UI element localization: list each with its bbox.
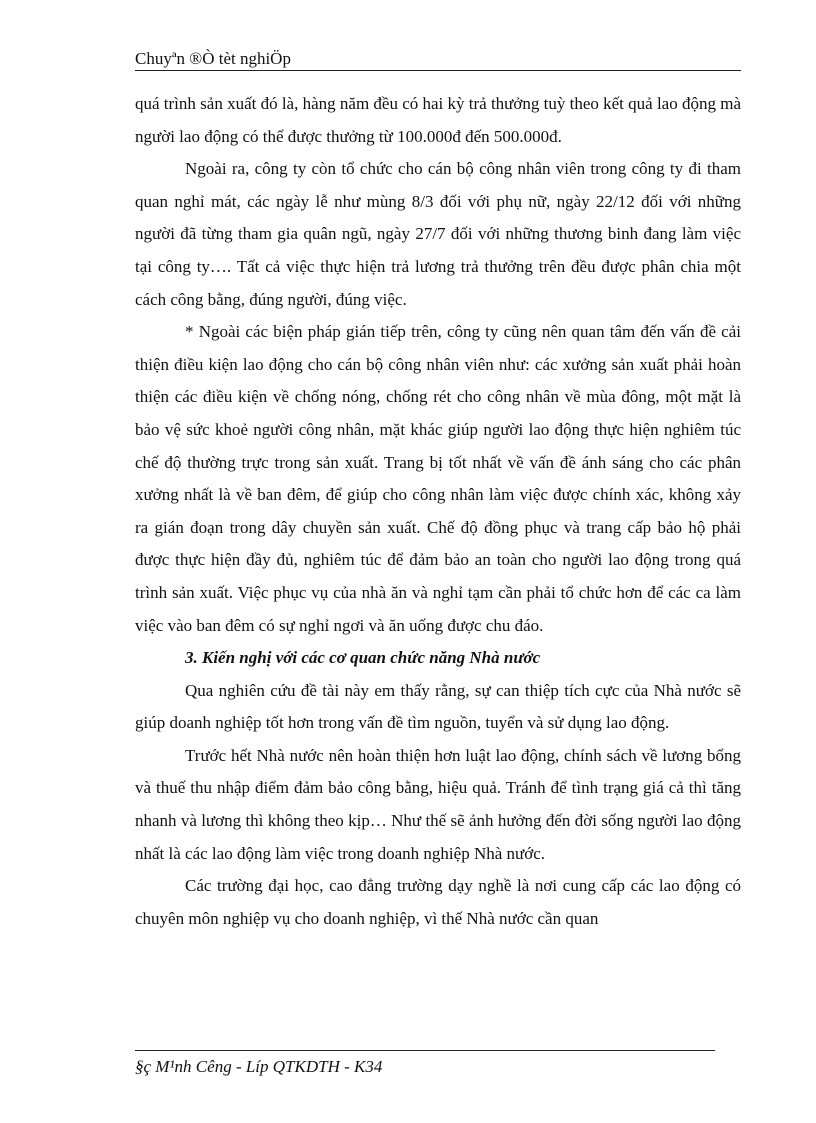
paragraph-6: Các trường đại học, cao đẳng trường dạy nghề là nơi cung cấp các lao động có chuyên môn nghiệp vụ cho doanh nghiệp, vì thế Nhà nước cần quan — [135, 876, 741, 928]
paragraph-4: Qua nghiên cứu đề tài này em thấy rằng, sự can thiệp tích cực của Nhà nước sẽ giúp doanh nghiệp tốt hơn trong vấn đề tìm nguồn, tuyển và sử dụng lao động. — [135, 680, 741, 733]
page-footer: §ç M¹nh Cêng - Líp QTKDTH - K34 — [135, 1057, 383, 1076]
footer-divider — [135, 1050, 715, 1051]
document-body — [135, 88, 741, 935]
section-heading: 3. Kiến nghị với các cơ quan chức năng Nhà nước — [185, 648, 541, 668]
paragraph-2: Ngoài ra, công ty còn tổ chức cho cán bộ công nhân viên trong công ty đi tham quan nghỉ mát, các ngày lễ như mùng 8/3 đối với phụ nữ, ngày 22/12 đối với những người đã từng tham gia quân ngũ, ngày 27/7 đối với những thương binh đang làm việc tại công ty…. Tất cả việc thực hiện trả lương trả thưởng trên đều được phân chia một cách công bằng, đúng người, đúng việc. — [135, 159, 741, 309]
page-header: Chuyªn ®Ò tèt nghiÖp — [135, 49, 291, 68]
paragraph-3: * Ngoài các biện pháp gián tiếp trên, công ty cũng nên quan tâm đến vấn đề cải thiện điều kiện lao động cho cán bộ công nhân viên như: các xưởng sản xuất phải hoàn thiện các điều kiện về chống nóng, chống rét cho công nhân về mùa đông, một mặt là bảo vệ sức khoẻ người công nhân, mặt khác giúp người lao động thực hiện nghiêm túc chế độ thường trực trong sản xuất. Trang bị tốt nhất về vấn đề ánh sáng cho các phân xưởng nhất là về ban đêm, để giúp cho công nhân làm việc được chính xác, không xảy ra gián đoạn trong dây chuyền sản xuất. Chế độ đồng phục và trang cấp bảo hộ phải được thực hiện đầy đủ, nghiêm túc để đảm bảo an toàn cho người lao động trong quá trình sản xuất. Việc phục vụ của nhà ăn và nghỉ tạm cần phải tổ chức hơn để các ca làm việc vào ban đêm có sự nghỉ ngơi và ăn uống được chu đáo. — [135, 322, 741, 635]
paragraph-5: Trước hết Nhà nước nên hoàn thiện hơn luật lao động, chính sách về lương bổng và thuế thu nhập điểm đảm bảo công bằng, hiệu quả. Tránh để tình trạng giá cả thì tăng nhanh và lương thì không theo kịp… Như thế sẽ ảnh hưởng đến đời sống người lao động nhất là các lao động làm việc trong doanh nghiệp Nhà nước. — [135, 745, 741, 863]
header-divider — [135, 70, 741, 71]
paragraph-1: quá trình sản xuất đó là, hàng năm đều có hai kỳ trả thưởng tuỳ theo kết quả lao động mà người lao động có thể được thưởng từ 100.000đ đến 500.000đ. — [135, 94, 741, 146]
